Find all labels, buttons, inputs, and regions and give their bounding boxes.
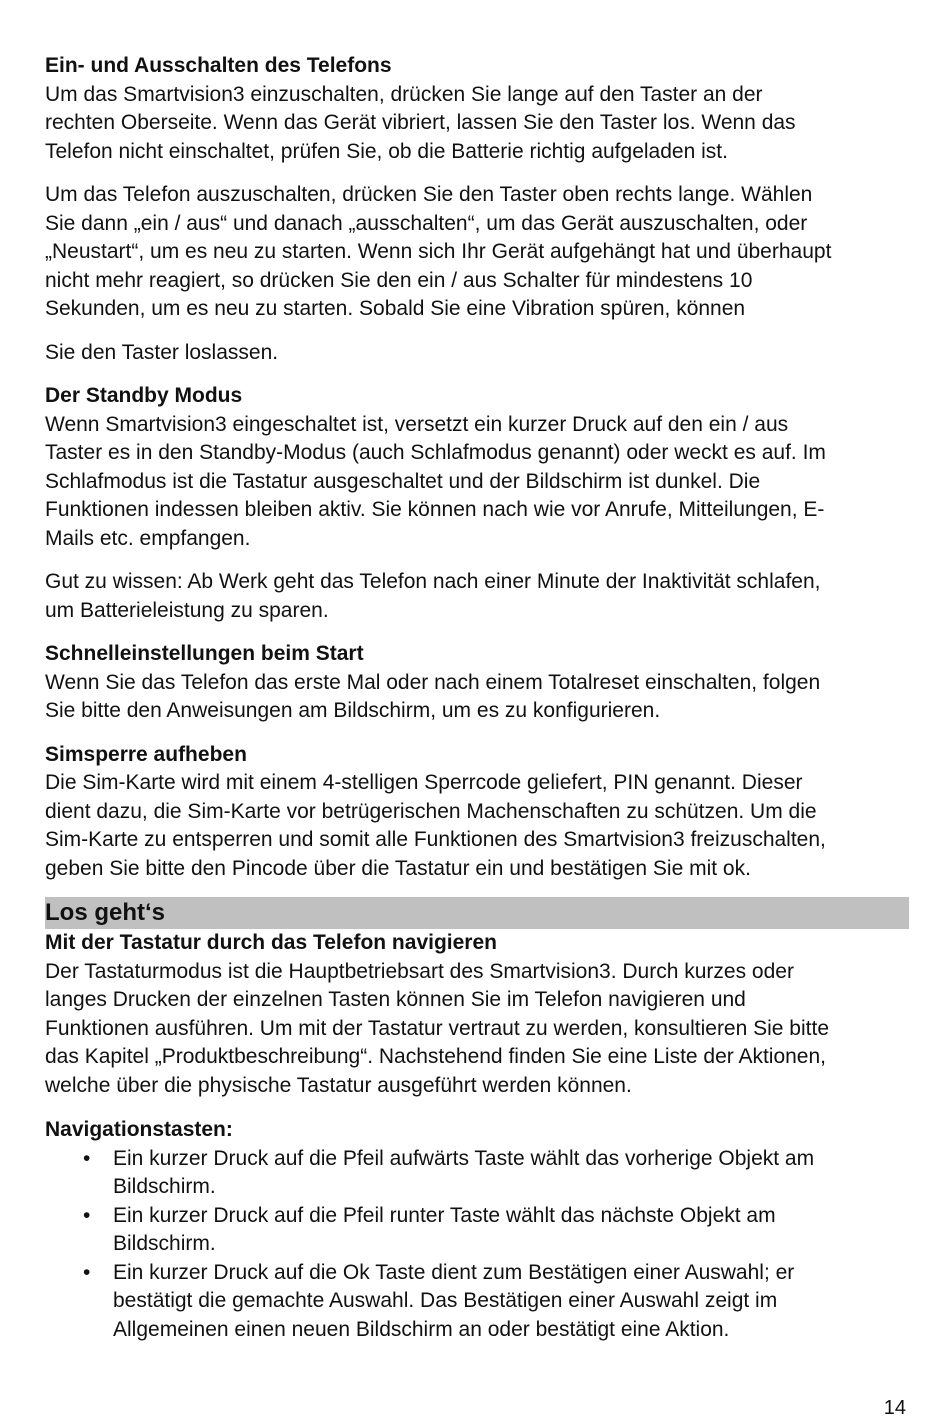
line: Mails etc. empfangen.	[45, 526, 251, 550]
list-item	[45, 1259, 909, 1345]
chapter-title: Los geht‘s	[45, 899, 166, 926]
paragraph-standby	[45, 411, 909, 554]
line: rechten Oberseite. Wenn das Gerät vibriert, lassen Sie den Taster los. Wenn das	[45, 111, 796, 134]
line: Um das Smartvision3 einzuschalten, drücken Sie lange auf den Taster an der	[45, 82, 763, 106]
line: Sim-Karte zu entsperren und somit alle Funktionen des Smartvision3 freizuschalten,	[45, 828, 826, 851]
section-heading-quick-settings: Schnelleinstellungen beim Start	[45, 642, 364, 665]
paragraph-quick-settings	[45, 669, 909, 726]
navigation-keys-list	[45, 1145, 909, 1345]
line: Bildschirm.	[113, 1232, 216, 1255]
bullet-icon: •	[83, 1146, 91, 1170]
paragraph-good-to-know	[45, 568, 909, 625]
section-heading-navigation-keys: Navigationstasten:	[45, 1118, 233, 1141]
line: Sie den Taster loslassen.	[45, 340, 279, 364]
line: Ein kurzer Druck auf die Pfeil runter Taste wählt das nächste Objekt am	[113, 1203, 776, 1227]
line: Bildschirm.	[113, 1175, 216, 1198]
section-heading-power: Ein- und Ausschalten des Telefons	[45, 54, 392, 77]
line: das Kapitel „Produktbeschreibung“. Nachstehend finden Sie eine Liste der Aktionen,	[45, 1045, 826, 1068]
list-item	[45, 1202, 909, 1259]
line: Ein kurzer Druck auf die Pfeil aufwärts Taste wählt das vorherige Objekt am	[113, 1146, 815, 1170]
line: bestätigt die gemachte Auswahl. Das Bestätigen einer Auswahl zeigt im	[113, 1289, 778, 1312]
line: „Neustart“, um es neu zu starten. Wenn sich Ihr Gerät aufgehängt hat und überhaupt	[45, 240, 832, 263]
bullet-icon: •	[83, 1260, 91, 1284]
line: um Batterieleistung zu sparen.	[45, 598, 329, 622]
line: Um das Telefon auszuschalten, drücken Sie den Taster oben rechts lange. Wählen	[45, 183, 813, 206]
line: Sie bitte den Anweisungen am Bildschirm, um es zu konfigurieren.	[45, 699, 661, 722]
line: Funktionen ausführen. Um mit der Tastatur vertraut zu werden, konsultieren Sie bitte	[45, 1016, 830, 1040]
chapter-banner	[45, 897, 909, 929]
paragraph-sim-unlock	[45, 769, 909, 883]
line: langes Drucken der einzelnen Tasten können Sie im Telefon navigieren und	[45, 988, 746, 1011]
line: Taster es in den Standby-Modus (auch Schlafmodus genannt) oder weckt es auf. Im	[45, 441, 826, 464]
line: Funktionen indessen bleiben aktiv. Sie können nach wie vor Anrufe, Mitteilungen, E-	[45, 498, 825, 521]
line: nicht mehr reagiert, so drücken Sie den ein / aus Schalter für mindestens 10	[45, 268, 753, 292]
line: Sekunden, um es neu zu starten. Sobald Sie eine Vibration spüren, können	[45, 297, 746, 320]
paragraph-release	[45, 339, 909, 368]
line: Die Sim-Karte wird mit einem 4-stelligen Sperrcode geliefert, PIN genannt. Dieser	[45, 771, 803, 794]
line: dient dazu, die Sim-Karte vor betrügerischen Machenschaften zu schützen. Um die	[45, 799, 817, 823]
line: Ein kurzer Druck auf die Ok Taste dient zum Bestätigen einer Auswahl; er	[113, 1260, 795, 1284]
line: Wenn Smartvision3 eingeschaltet ist, versetzt ein kurzer Druck auf den ein / aus	[45, 412, 789, 436]
paragraph-keyboard-navigation	[45, 958, 909, 1101]
line: Wenn Sie das Telefon das erste Mal oder nach einem Totalreset einschalten, folgen	[45, 670, 821, 694]
line: Der Tastaturmodus ist die Hauptbetriebsart des Smartvision3. Durch kurzes oder	[45, 959, 794, 983]
line: Sie dann „ein / aus“ und danach „ausschalten“, um das Gerät auszuschalten, oder	[45, 211, 808, 235]
bullet-icon: •	[83, 1203, 91, 1227]
list-item	[45, 1145, 909, 1202]
paragraph-power-on	[45, 81, 909, 167]
line: welche über die physische Tastatur ausgeführt werden können.	[45, 1073, 632, 1097]
section-heading-standby: Der Standby Modus	[45, 384, 243, 407]
line: Schlafmodus ist die Tastatur ausgeschaltet und der Bildschirm ist dunkel. Die	[45, 469, 761, 493]
line: Gut zu wissen: Ab Werk geht das Telefon nach einer Minute der Inaktivität schlafen,	[45, 570, 821, 593]
line: Allgemeinen einen neuen Bildschirm an oder bestätigt eine Aktion.	[113, 1317, 730, 1341]
line: Telefon nicht einschaltet, prüfen Sie, ob die Batterie richtig aufgeladen ist.	[45, 139, 728, 163]
section-heading-keyboard-navigation: Mit der Tastatur durch das Telefon navigieren	[45, 931, 497, 954]
page-number: 14	[883, 1397, 906, 1419]
paragraph-power-off	[45, 181, 909, 324]
line: geben Sie bitte den Pincode über die Tastatur ein und bestätigen Sie mit ok.	[45, 856, 751, 880]
document-page	[45, 52, 909, 1344]
section-heading-sim-unlock: Simsperre aufheben	[45, 742, 247, 766]
